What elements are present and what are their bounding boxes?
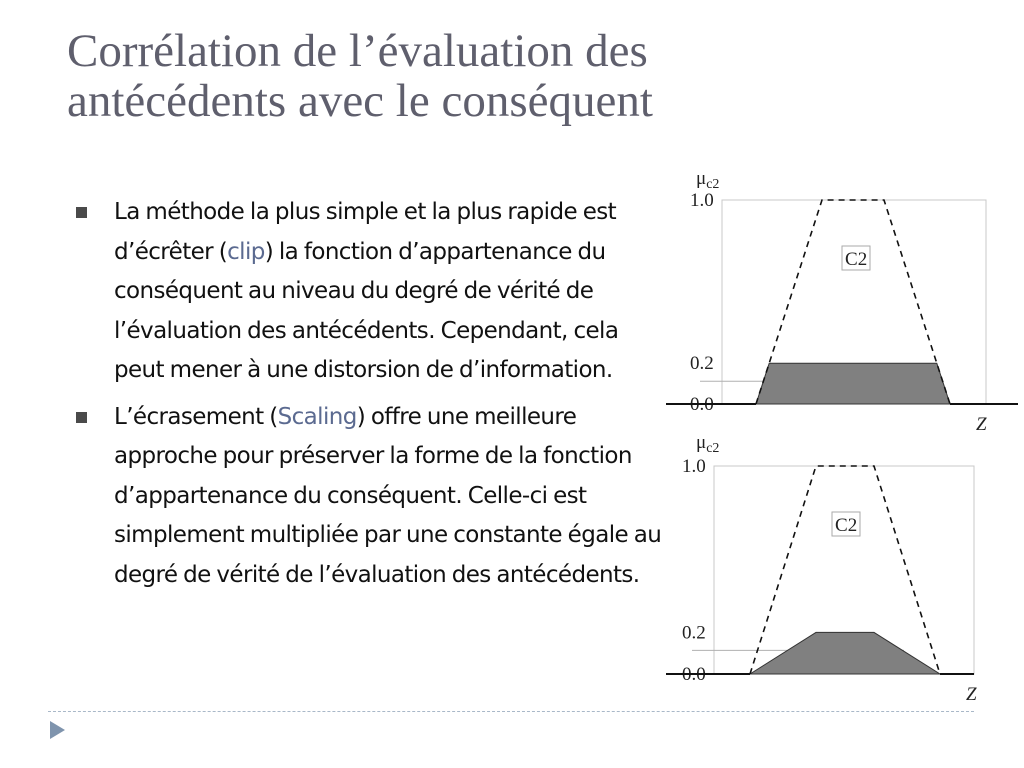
footer-divider [48, 711, 974, 712]
y-tick-label: 0.2 [690, 353, 714, 375]
slide-title-line-1: Corrélation de l’évaluation des [67, 25, 648, 77]
y-tick-label: 1.0 [690, 190, 714, 211]
clip-membership-chart [666, 160, 1024, 438]
bullet-text-after: ) offre une meilleure approche pour préserver la forme de la fonction d’appartenance du conséquent. Celle-ci est simplement multipliée par une constante égale au degré de vérité de l’évaluation des antécédents. [114, 403, 662, 588]
bullet-text [114, 199, 618, 383]
bullet-item-clip [72, 193, 662, 391]
square-bullet-icon [76, 412, 87, 423]
set-label: C2 [845, 249, 868, 270]
bullet-text [114, 404, 661, 588]
y-tick-label: 0.2 [682, 622, 706, 644]
bullet-list [72, 193, 662, 602]
y-axis-label: $\mu_{c2}$ [696, 168, 720, 192]
y-axis-label: $\mu_{c2}$ [696, 432, 720, 456]
bullet-text-before: La méthode la plus simple et la plus rapide est d’écrêter ( [114, 199, 617, 265]
play-triangle-icon[interactable] [50, 721, 65, 739]
slide-title [67, 26, 653, 126]
y-tick-label: 0.0 [690, 394, 714, 415]
bullet-text-before: L’écrasement ( [114, 403, 278, 430]
bullet-text-after: ) la fonction d’appartenance du conséquent au niveau du degré de vérité de l’évaluation des antécédents. Cependant, cela peut mener à une distorsion de d’information. [114, 238, 619, 383]
keyword-clip: clip [227, 238, 265, 265]
set-label: C2 [835, 515, 858, 536]
y-tick-label: 1.0 [682, 456, 706, 477]
consequent-fill [750, 632, 940, 674]
scaling-membership-chart [666, 426, 1024, 708]
keyword-scaling: Scaling [277, 403, 357, 430]
x-axis-label: Z [976, 414, 987, 435]
slide-title-line-2: antécédents avec le conséquent [67, 75, 653, 127]
y-tick-label: 0.0 [682, 664, 706, 685]
bullet-item-scaling [72, 398, 662, 596]
square-bullet-icon [76, 207, 87, 218]
consequent-fill [756, 363, 950, 404]
x-axis-label: Z [966, 684, 977, 705]
